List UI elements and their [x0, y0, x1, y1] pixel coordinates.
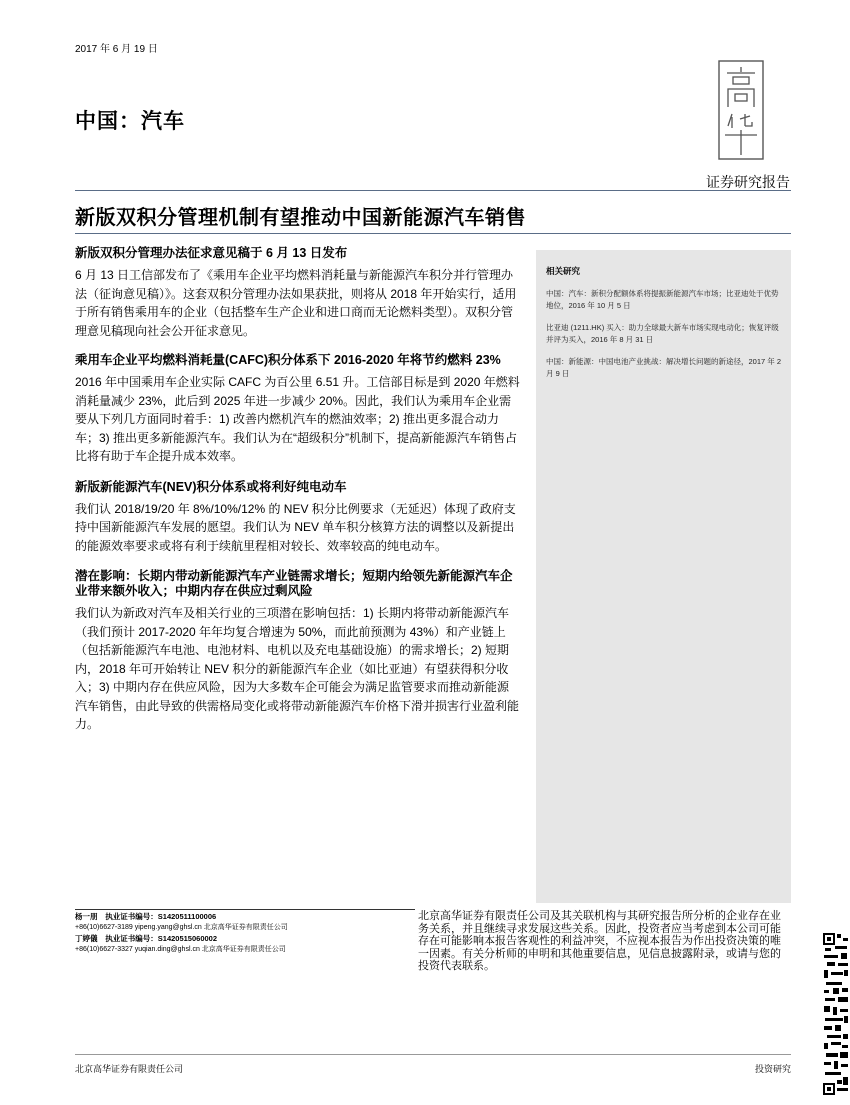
related-research-item[interactable]: 比亚迪 (1211.HK) 买入：助力全球最大新车市场实现电动化；恢复评级并评为买入，2016 年 8 月 31 日	[546, 323, 779, 344]
section-body: 我们认 2018/19/20 年 8%/10%/12% 的 NEV 积分比例要求（无延迟）体现了政府支持中国新能源汽车发展的愿望。我们认为 NEV 单车积分核算方法的调整以及新提出的能源效率要求或将有利于续航里程相对较长、效率较高的纯电动车。	[75, 501, 516, 553]
qr-code	[822, 930, 850, 1100]
related-research-title: 相关研究	[546, 266, 581, 276]
section-body: 2016 年中国乘用车企业实际 CAFC 为百公里 6.51 升。工信部目标是到 2020 年燃料消耗量减少 23%，此后到 2025 年进一步减少 20%。因此，我们认为乘用车企业需要从下列几方面同时着手：1) 改善内燃机汽车的燃油效率；2) 推出更多混合动力车；3) 推出更多新能源汽车。我们认为在“超级积分”机制下，提高新能源汽车销售占比将有助于车企提升成本效率。	[75, 375, 520, 463]
section	[75, 246, 520, 340]
section-heading: 新版双积分管理办法征求意见稿于 6 月 13 日发布	[75, 246, 348, 260]
divider	[75, 190, 791, 191]
analyst-name: 杨一朋	[75, 912, 98, 921]
section-body: 6 月 13 日工信部发布了《乘用车企业平均燃料消耗量与新能源汽车积分并行管理办法（征询意见稿）》。这套双积分管理办法如果获批，则将从 2018 年开始实行，适用于所有销售乘用车的企业（包括整车生产企业和进口商而无论燃料类型）。双积分管理意见稿现向社会公开征求意见。	[75, 268, 517, 338]
analyst-info	[75, 912, 288, 933]
page-title: 新版双积分管理机制有望推动中国新能源汽车销售	[75, 207, 526, 229]
report-region: 中国：汽车	[75, 110, 185, 133]
analyst-cert: 执业证书编号：S1420515060002	[105, 934, 218, 943]
divider	[75, 909, 415, 910]
analyst-contact[interactable]: +86(10)6627-3189 yipeng.yang@ghsl.cn 北京高华证券有限责任公司	[75, 924, 288, 931]
gaohua-logo-icon	[718, 60, 764, 160]
analyst-name: 丁婷儀	[75, 934, 98, 943]
qr-code-icon	[822, 930, 850, 1100]
related-research-item[interactable]: 中国：新能源：中国电池产业挑战：解决增长问题的新途径，2017 年 2 月 9 日	[546, 357, 782, 378]
gaohua-logo	[718, 60, 764, 160]
divider	[75, 1054, 791, 1055]
report-body	[75, 246, 520, 748]
report-type: 证券研究报告	[706, 174, 790, 190]
disclaimer: 北京高华证券有限责任公司及其关联机构与其研究报告所分析的企业存在业务关系，并且继续寻求发展这些关系。因此，投资者应当考虑到本公司可能存在可能影响本报告客观性的利益冲突，不应视本报告为作出投资决策的唯一因素。有关分析师的申明和其他重要信息，见信息披露附录，或请与您的投资代表联系。	[418, 910, 781, 972]
section-body: 我们认为新政对汽车及相关行业的三项潜在影响包括：1) 长期内将带动新能源汽车（我们预计 2017-2020 年年均复合增速为 50%，而此前预测为 43%）和产业链上（包括新能源汽车电池、电池材料、电机以及充电基础设施）的需求增长；2) 短期内，2018 年可开始转让 NEV 积分的新能源汽车企业（如比亚迪）有望获得积分收入；3) 中期内存在供应风险，因为大多数车企可能会为满足监管要求而推动新能源汽车销售，由此导致的供需格局变化或将带动新能源汽车价格下滑并损害行业盈利能力。	[75, 606, 520, 731]
related-research-item[interactable]: 中国：汽车：新积分配额体系将提振新能源汽车市场；比亚迪处于优势地位，2016 年 10 月 5 日	[546, 289, 779, 310]
footer-label: 投资研究	[754, 1064, 791, 1074]
analyst-cert: 执业证书编号：S1420511100006	[105, 912, 217, 921]
footer-company: 北京高华证券有限责任公司	[75, 1064, 184, 1074]
analyst-contact[interactable]: +86(10)6627-3327 yuqian.ding@ghsl.cn 北京高华证券有限责任公司	[75, 946, 286, 953]
section	[75, 353, 520, 466]
divider	[75, 233, 791, 234]
section-heading: 新版新能源汽车(NEV)积分体系或将利好纯电动车	[75, 479, 347, 494]
section	[75, 480, 520, 556]
section	[75, 569, 520, 734]
analyst-info	[75, 934, 286, 955]
section-heading: 乘用车企业平均燃料消耗量(CAFC)积分体系下 2016-2020 年将节约燃料 23%	[75, 353, 501, 367]
report-date: 2017 年 6 月 19 日	[75, 44, 158, 55]
section-heading: 潜在影响：长期内带动新能源汽车产业链需求增长；短期内给领先新能源汽车企业带来额外收入；中期内存在供应过剩风险	[75, 569, 513, 598]
related-research-panel	[536, 250, 791, 903]
